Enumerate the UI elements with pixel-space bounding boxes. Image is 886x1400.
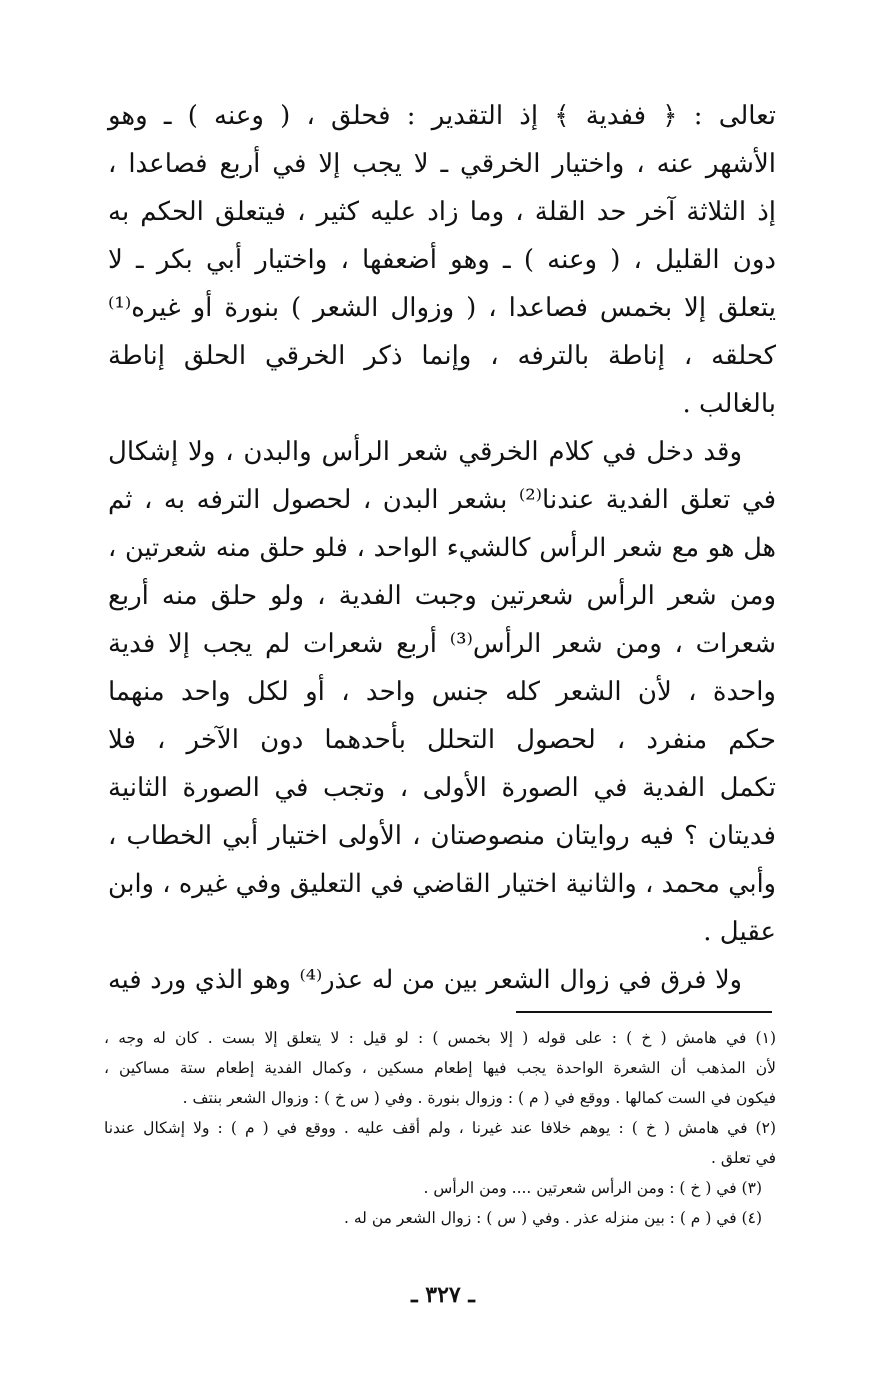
text-line: دون القليل ، ( وعنه ) ـ وهو أضعفها ، واختيار أبي بكر ـ لا (108, 245, 776, 275)
footnote-line: فيكون في الست كمالها . ووقع في ( م ) : وزوال بنورة . وفي ( س خ ) : وزوال الشعر بنتف . (182, 1089, 776, 1107)
text-line: هل هو مع شعر الرأس كالشيء الواحد ، فلو حلق منه شعرتين ، (108, 533, 776, 563)
footnote-line: لأن المذهب أن الشعرة الواحدة يجب فيها إطعام مسكين ، وكمال الفدية إطعام ستة مساكين ، (104, 1059, 776, 1077)
text-line: بالغالب . (682, 389, 776, 419)
text-line: تعالى : ﴿ ففدية ﴾ إذ التقدير : فحلق ، ( وعنه ) ـ وهو (108, 101, 776, 131)
text-line: إذ الثلاثة آخر حد القلة ، وما زاد عليه كثير ، فيتعلق الحكم به (108, 197, 776, 227)
footnote-line: (٣) في ( خ ) : ومن الرأس شعرتين .... ومن الرأس . (423, 1179, 762, 1197)
text-line: واحدة ، لأن الشعر كله جنس واحد ، أو لكل واحد منهما (108, 677, 776, 707)
footnotes (104, 1023, 776, 1233)
footnote-line: (٤) في ( م ) : بين منزله عذر . وفي ( س ) : زوال الشعر من له . (344, 1209, 762, 1227)
text-line: وأبي محمد ، والثانية اختيار القاضي في التعليق وفي غيره ، وابن (108, 869, 776, 899)
paragraph-1 (108, 92, 776, 428)
footnote-1 (104, 1023, 776, 1113)
footnote-2 (104, 1113, 776, 1173)
text-line: الأشهر عنه ، واختيار الخرقي ـ لا يجب إلا في أربع فصاعدا ، (108, 149, 776, 179)
text-line: كحلقه ، إناطة بالترفه ، وإنما ذكر الخرقي الحلق إناطة (108, 341, 776, 371)
paragraph-3 (108, 956, 776, 1004)
text-line: ومن شعر الرأس شعرتين وجبت الفدية ، ولو حلق منه أربع (108, 581, 776, 611)
paragraph-2 (108, 428, 776, 956)
page-number: ـ ٣٢٧ ـ (411, 1282, 475, 1308)
footnote-line: (٢) في هامش ( خ ) : يوهم خلافا عند غيرنا ، ولم أقف عليه . ووقع في ( م ) : ولا إشكال عندنا (104, 1119, 776, 1137)
text-line: ولا فرق في زوال الشعر بين من له عذر⁽⁴⁾ وهو الذي ورد فيه (108, 965, 742, 995)
footnote-3 (104, 1173, 776, 1203)
text-line: حكم منفرد ، لحصول التحلل بأحدهما دون الآخر ، فلا (108, 725, 776, 755)
text-line: تكمل الفدية في الصورة الأولى ، وتجب في الصورة الثانية (108, 773, 776, 803)
main-text (108, 92, 776, 1004)
text-line: وقد دخل في كلام الخرقي شعر الرأس والبدن ، ولا إشكال (108, 437, 742, 467)
footnote-line: (١) في هامش ( خ ) : على قوله ( إلا بخمس ) : لو قيل : لا يتعلق إلا بست . كان له وجه ، (104, 1029, 776, 1047)
text-line: يتعلق إلا بخمس فصاعدا ، ( وزوال الشعر ) بنورة أو غيره⁽¹⁾ (108, 293, 776, 323)
text-line: عقيل . (703, 917, 776, 947)
footnote-4 (104, 1203, 776, 1233)
text-line: شعرات ، ومن شعر الرأس⁽³⁾ أربع شعرات لم يجب إلا فدية (108, 629, 776, 659)
text-line: في تعلق الفدية عندنا⁽²⁾ بشعر البدن ، لحصول الترفه به ، ثم (108, 485, 776, 515)
text-line: فديتان ؟ فيه روايتان منصوصتان ، الأولى اختيار أبي الخطاب ، (108, 821, 776, 851)
footnote-line: في تعلق . (711, 1149, 776, 1167)
footnote-divider (516, 1011, 772, 1013)
